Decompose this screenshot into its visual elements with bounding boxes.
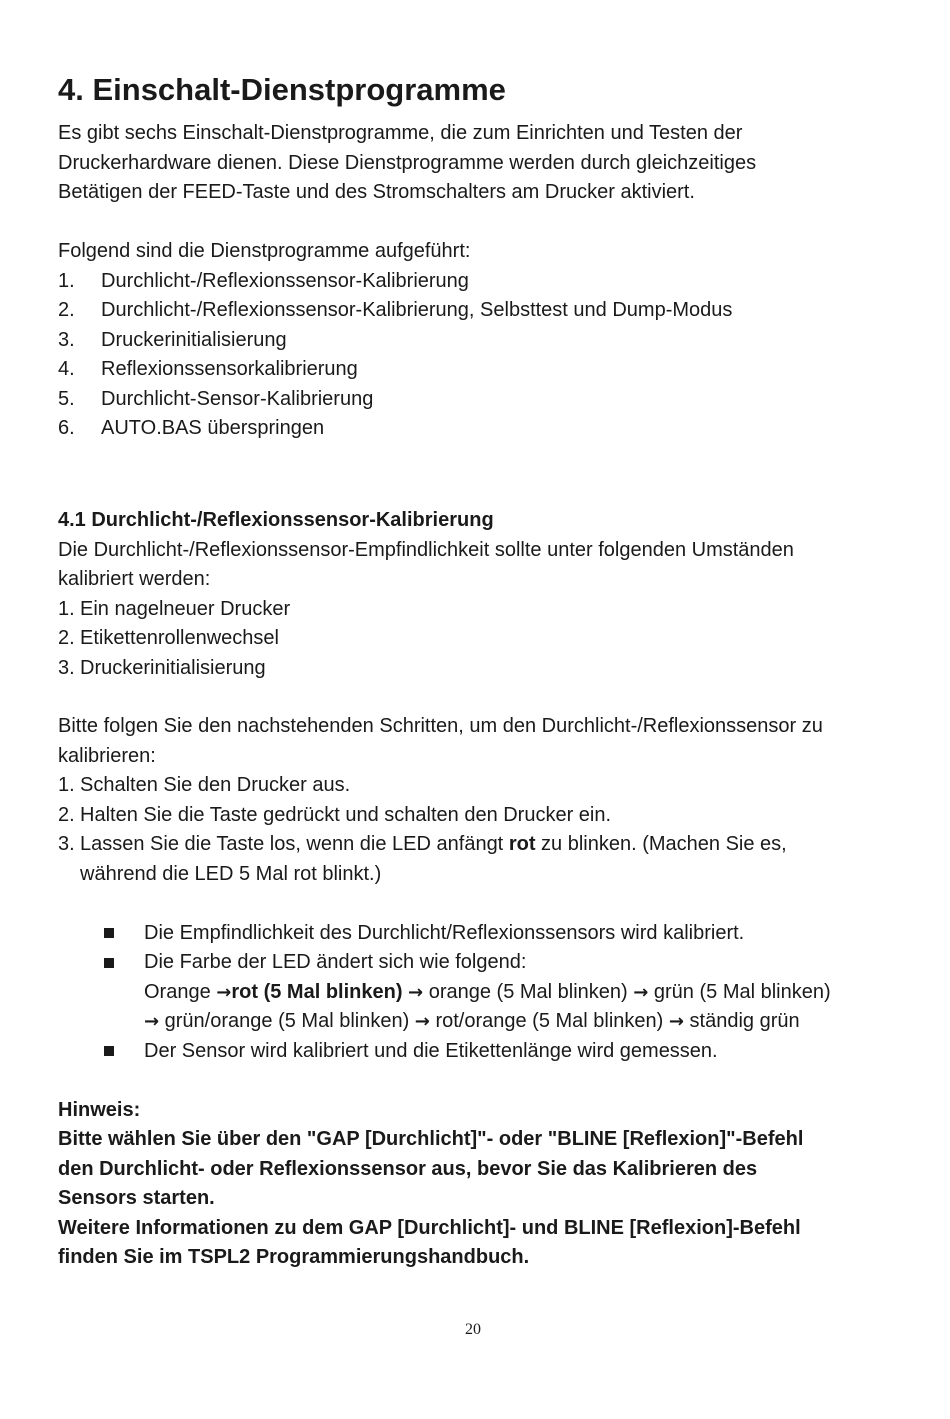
step-text-part: Lassen Sie die Taste los, wenn die LED anfängt	[80, 833, 509, 855]
emphasis-red: rot	[508, 833, 536, 855]
list-text: Durchlicht-/Reflexionssensor-Kalibrierung	[101, 269, 469, 292]
bullet-square-icon	[104, 928, 114, 938]
page-title: 4. Einschalt-Dienstprogramme	[58, 72, 506, 107]
note-line: finden Sie im TSPL2 Programmierungshandbuch.	[58, 1246, 530, 1268]
sequence-part: Orange	[144, 980, 217, 1003]
step-text	[80, 830, 787, 860]
list-text: Reflexionssensorkalibrierung	[101, 358, 358, 380]
bullet-text: Der Sensor wird kalibriert und die Etikettenlänge wird gemessen.	[144, 1039, 718, 1062]
sequence-part: orange (5 Mal blinken)	[423, 980, 634, 1003]
list-text: AUTO.BAS überspringen	[101, 417, 325, 439]
arrow-right-icon: →	[668, 1011, 684, 1032]
list-text: Durchlicht-Sensor-Kalibrierung	[101, 387, 374, 410]
sequence-part-bold: rot (5 Mal blinken)	[231, 980, 403, 1003]
arrow-right-icon: →	[408, 981, 424, 1003]
sequence-part: grün/orange (5 Mal blinken)	[159, 1010, 415, 1032]
arrow-right-icon: →	[144, 1011, 160, 1032]
step-text-part: zu blinken. (Machen Sie es,	[535, 833, 787, 855]
step-number: 2.	[58, 803, 75, 826]
list-intro: Folgend sind die Dienstprogramme aufgeführt:	[58, 240, 471, 262]
bullet-square-icon	[104, 1046, 114, 1056]
bullet-square-icon	[104, 958, 114, 968]
bullet-text: Die Farbe der LED ändert sich wie folgend:	[144, 951, 527, 973]
list-number: 5.	[58, 387, 75, 410]
intro-line: Betätigen der FEED-Taste und des Stromschalters am Drucker aktiviert.	[58, 181, 695, 203]
arrow-right-icon: →	[216, 981, 232, 1003]
led-sequence-line	[144, 978, 831, 1008]
list-number: 3.	[58, 328, 75, 351]
note-heading: Hinweis:	[58, 1098, 141, 1121]
step-text-continued: während die LED 5 Mal rot blinkt.)	[80, 862, 382, 885]
list-number: 2.	[58, 299, 75, 321]
led-sequence-line	[144, 1007, 800, 1037]
list-number: 6.	[58, 417, 75, 439]
list-number: 1.	[58, 269, 75, 292]
section-intro-line: kalibriert werden:	[58, 568, 211, 590]
step-text: Halten Sie die Taste gedrückt und schalten den Drucker ein.	[80, 803, 612, 826]
steps-intro-line: kalibrieren:	[58, 744, 156, 767]
list-text: Etikettenrollenwechsel	[80, 627, 279, 649]
steps-intro-line: Bitte folgen Sie den nachstehenden Schritten, um den Durchlicht-/Reflexionssensor zu	[58, 715, 823, 737]
section-title: 4.1 Durchlicht-/Reflexionssensor-Kalibrierung	[58, 509, 494, 531]
step-number: 3.	[58, 833, 75, 855]
note-line: den Durchlicht- oder Reflexionssensor aus, bevor Sie das Kalibrieren des	[58, 1157, 758, 1180]
note-line: Weitere Informationen zu dem GAP [Durchlicht]- und BLINE [Reflexion]-Befehl	[58, 1216, 801, 1239]
sequence-part: rot/orange (5 Mal blinken)	[429, 1010, 669, 1032]
list-text: Ein nagelneuer Drucker	[80, 597, 291, 620]
arrow-right-icon: →	[414, 1011, 430, 1032]
bullet-text: Die Empfindlichkeit des Durchlicht/Reflexionssensors wird kalibriert.	[144, 921, 745, 944]
note-line: Bitte wählen Sie über den "GAP [Durchlicht]"- oder "BLINE [Reflexion]"-Befehl	[58, 1128, 804, 1150]
note-line: Sensors starten.	[58, 1187, 215, 1209]
list-text: Durchlicht-/Reflexionssensor-Kalibrierung, Selbsttest und Dump-Modus	[101, 299, 733, 321]
list-number: 3.	[58, 656, 75, 679]
list-text: Druckerinitialisierung	[80, 656, 266, 679]
list-text: Druckerinitialisierung	[101, 328, 287, 351]
page-number: 20	[465, 1321, 481, 1338]
arrow-right-icon: →	[633, 981, 649, 1003]
intro-line: Es gibt sechs Einschalt-Dienstprogramme, die zum Einrichten und Testen der	[58, 122, 743, 144]
list-number: 2.	[58, 627, 75, 649]
step-number: 1.	[58, 774, 75, 796]
intro-line: Druckerhardware dienen. Diese Dienstprogramme werden durch gleichzeitiges	[58, 151, 757, 174]
sequence-part: ständig grün	[684, 1010, 800, 1032]
list-number: 1.	[58, 597, 75, 620]
sequence-part: grün (5 Mal blinken)	[648, 980, 831, 1003]
list-number: 4.	[58, 358, 75, 380]
step-text: Schalten Sie den Drucker aus.	[80, 774, 351, 796]
section-intro-line: Die Durchlicht-/Reflexionssensor-Empfindlichkeit sollte unter folgenden Umständen	[58, 538, 794, 561]
